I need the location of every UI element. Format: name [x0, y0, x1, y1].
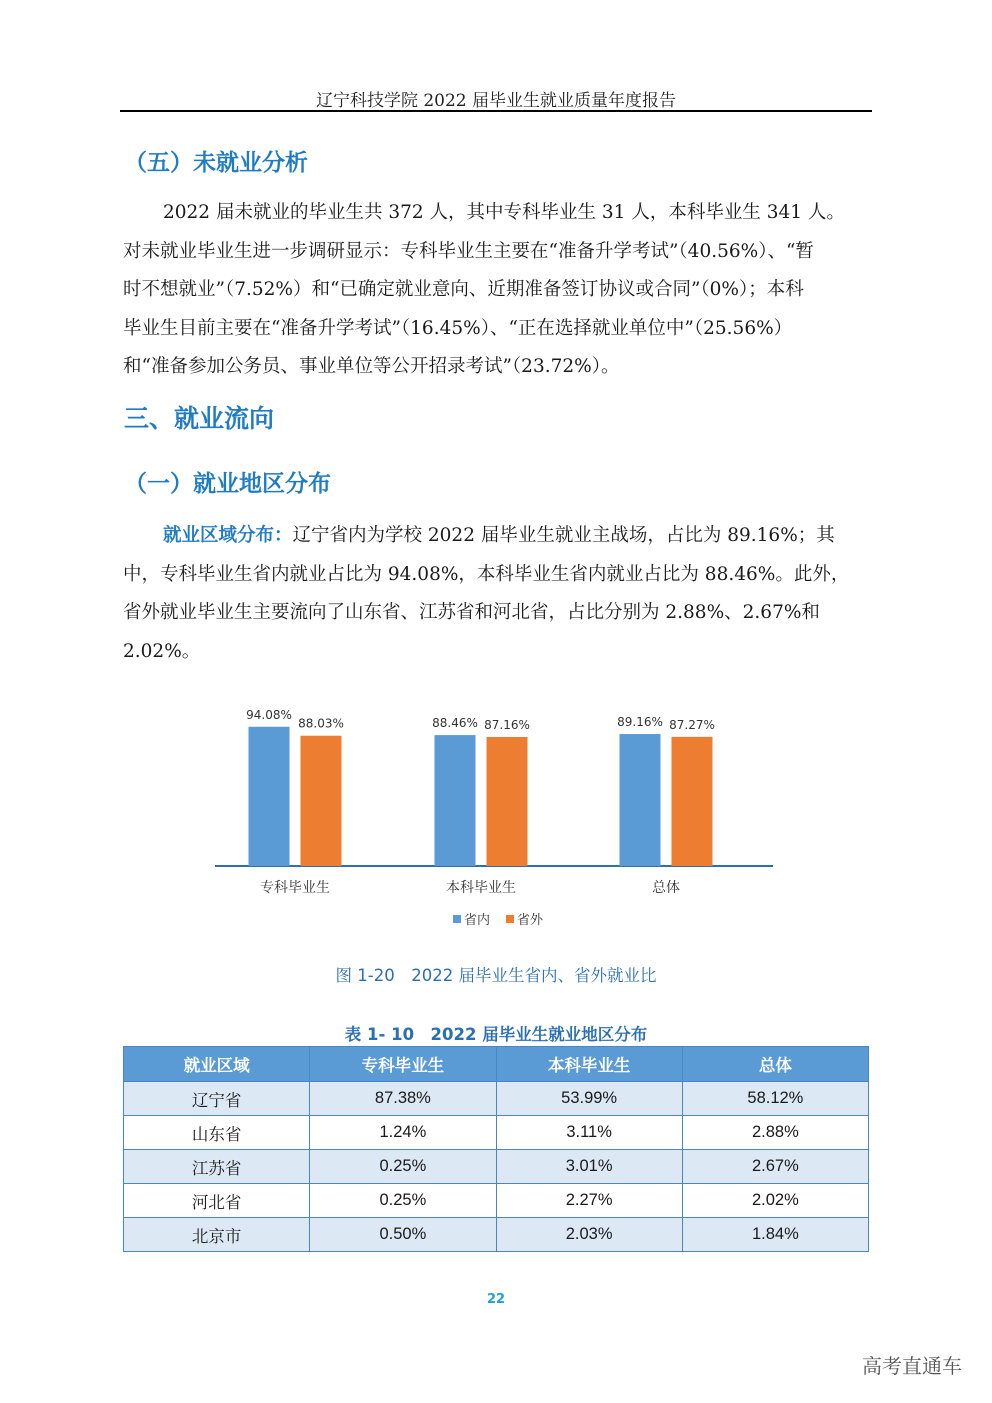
bar-out-province	[301, 736, 342, 866]
table-cell: 河北省	[124, 1184, 310, 1218]
table-cell: 0.50%	[310, 1218, 496, 1252]
data-label: 94.08%	[246, 707, 292, 722]
column-header: 本科毕业生	[496, 1047, 682, 1082]
table-cell: 53.99%	[496, 1082, 682, 1116]
table-row	[124, 1150, 869, 1184]
paragraph-line: 2.02%。	[123, 640, 201, 662]
table-cell: 江苏省	[124, 1150, 310, 1184]
table-cell: 1.24%	[310, 1116, 496, 1150]
column-header: 就业区域	[124, 1047, 310, 1082]
table-cell: 3.01%	[496, 1150, 682, 1184]
bar-in-province	[249, 727, 290, 866]
table-cell: 2.03%	[496, 1218, 682, 1252]
table-row	[124, 1082, 869, 1116]
table-cell: 87.38%	[310, 1082, 496, 1116]
table-row	[124, 1116, 869, 1150]
region-lead-label: 就业区域分布：	[163, 525, 293, 546]
table-cell: 0.25%	[310, 1184, 496, 1218]
column-header: 总体	[682, 1047, 868, 1082]
data-label: 89.16%	[617, 715, 663, 730]
page-number: 22	[486, 1292, 506, 1307]
table-cell: 2.02%	[682, 1184, 868, 1218]
legend-label: 省内	[464, 913, 491, 928]
paragraph-line: 和“准备参加公务员、事业单位等公开招录考试”（23.72%）。	[123, 356, 620, 377]
data-label: 88.03%	[298, 716, 344, 731]
employment-ratio-bar-chart	[200, 690, 800, 940]
running-header: 辽宁科技学院 2022 届毕业生就业质量年度报告	[315, 91, 677, 111]
category-label: 总体	[652, 880, 680, 896]
header-rule	[120, 110, 872, 112]
table-cell: 2.88%	[682, 1116, 868, 1150]
legend-label: 省外	[517, 913, 544, 928]
table-header-row	[124, 1047, 869, 1082]
paragraph-line-text: 2022 届未就业的毕业生共 372 人，其中专科毕业生 31 人，本科毕业生 341 人。	[163, 202, 845, 223]
table-caption: 表 1- 10 2022 届毕业生就业地区分布	[344, 1025, 648, 1044]
table-cell: 2.67%	[682, 1150, 868, 1184]
paragraph-line: 对未就业毕业生进一步调研显示：专科毕业生主要在“准备升学考试”（40.56%）、“暂	[123, 240, 814, 262]
table-cell: 0.25%	[310, 1150, 496, 1184]
paragraph-line: 中，专科毕业生省内就业占比为 94.08%，本科毕业生省内就业占比为 88.46%。此外，	[123, 563, 850, 585]
data-label: 87.27%	[669, 717, 715, 732]
data-label: 88.46%	[432, 716, 478, 731]
bar-out-province	[487, 737, 528, 866]
unemployment-paragraph	[123, 194, 883, 387]
paragraph-line	[123, 517, 883, 556]
table-row	[124, 1218, 869, 1252]
table-cell: 58.12%	[682, 1082, 868, 1116]
watermark: 高考直通车	[862, 1354, 962, 1378]
section-heading-unemployment: （五）未就业分析	[124, 150, 308, 176]
data-label: 87.16%	[484, 718, 530, 733]
table-cell: 山东省	[124, 1116, 310, 1150]
legend-swatch	[506, 915, 514, 923]
paragraph-line	[123, 194, 883, 233]
paragraph-line: 时不想就业”（7.52%）和“已确定就业意向、近期准备签订协议或合同”（0%）；本科	[123, 279, 804, 300]
table-cell: 2.27%	[496, 1184, 682, 1218]
legend-swatch	[453, 915, 461, 923]
paragraph-line: 省外就业毕业生主要流向了山东省、江苏省和河北省，占比分别为 2.88%、2.67%和	[123, 602, 820, 623]
bar-out-province	[672, 737, 713, 866]
bar-in-province	[620, 734, 661, 866]
employment-region-table	[123, 1046, 869, 1252]
column-header: 专科毕业生	[310, 1047, 496, 1082]
paragraph-line: 毕业生目前主要在“准备升学考试”（16.45%）、“正在选择就业单位中”（25.56%）	[123, 317, 793, 339]
region-paragraph	[123, 517, 883, 671]
table-cell: 3.11%	[496, 1116, 682, 1150]
category-label: 本科毕业生	[446, 880, 516, 896]
category-label: 专科毕业生	[260, 880, 330, 896]
table-row	[124, 1184, 869, 1218]
paragraph-line-text: 辽宁省内为学校 2022 届毕业生就业主战场，占比为 89.16%；其	[292, 525, 835, 546]
table-cell: 1.84%	[682, 1218, 868, 1252]
table-cell: 辽宁省	[124, 1082, 310, 1116]
table-cell: 北京市	[124, 1218, 310, 1252]
figure-caption: 图 1-20 2022 届毕业生省内、省外就业比	[335, 966, 657, 985]
chapter-heading-employment-flow: 三、就业流向	[124, 404, 275, 433]
bar-in-province	[435, 735, 476, 866]
section-heading-region: （一）就业地区分布	[124, 471, 331, 497]
